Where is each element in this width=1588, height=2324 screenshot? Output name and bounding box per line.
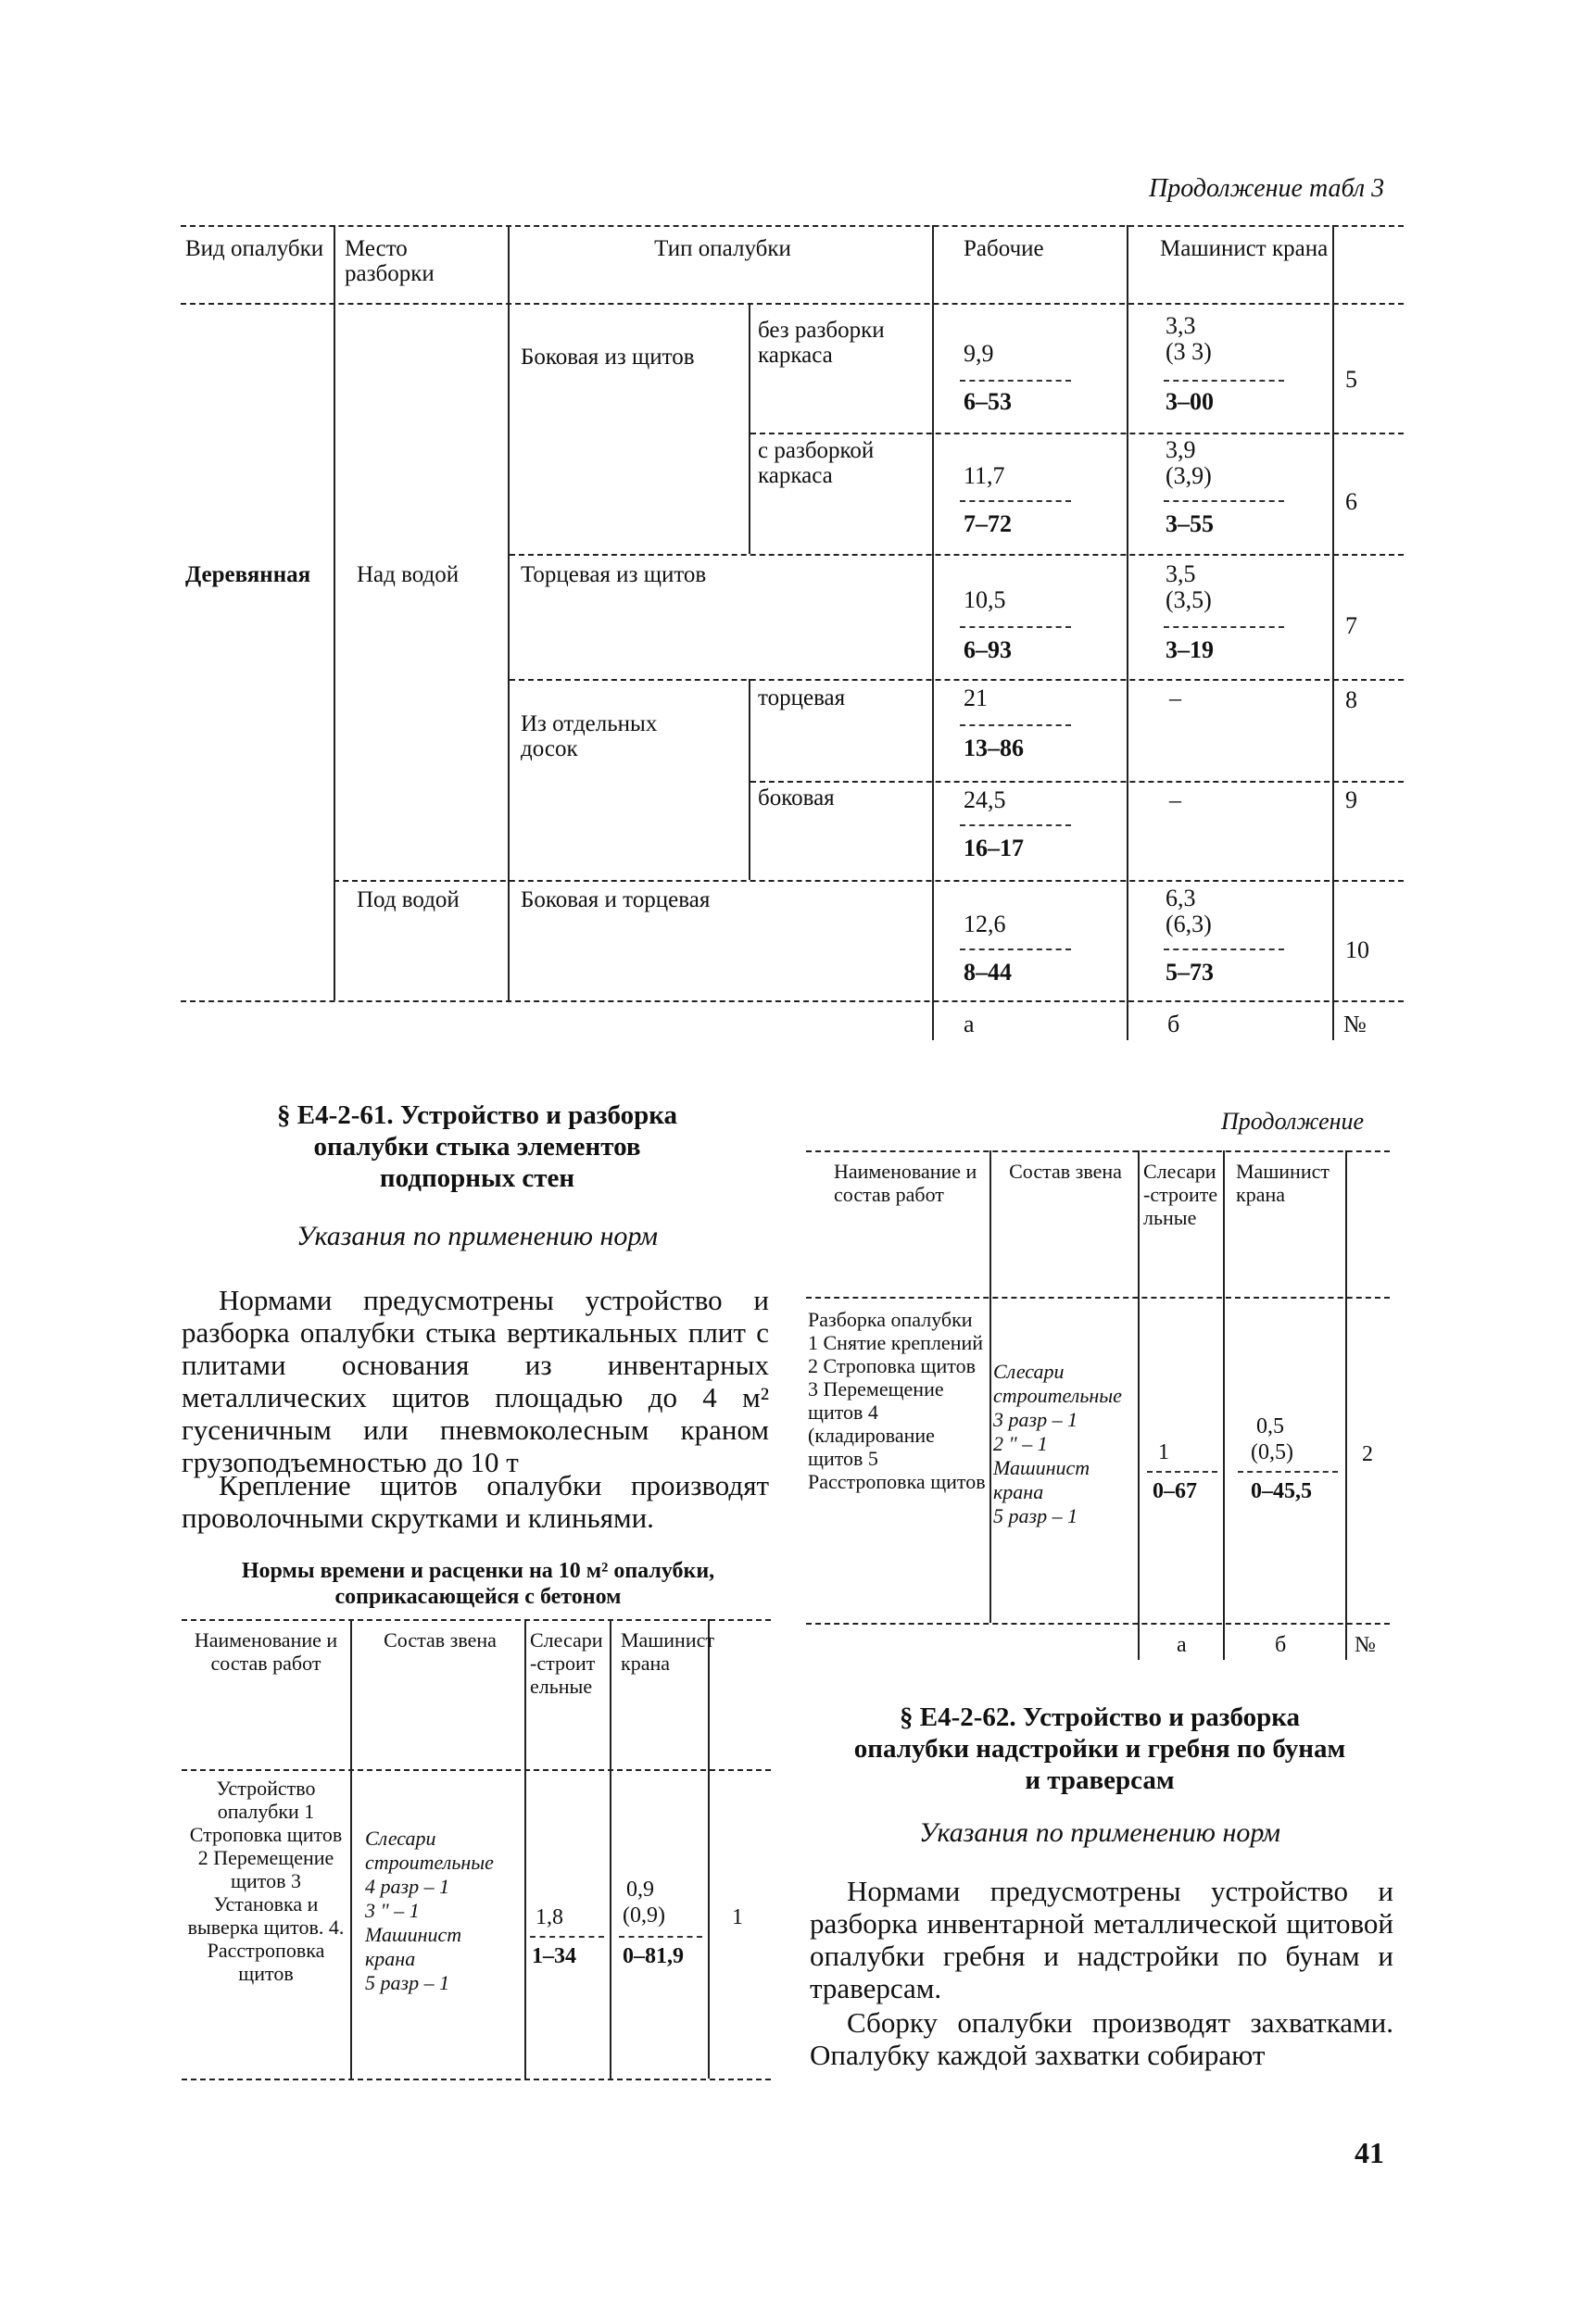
left-crew-line3: 4 разр – 1 xyxy=(365,1875,450,1898)
section61-title-line1: § Е4-2-61. Устройство и разборка xyxy=(277,1100,677,1130)
r10-crane-top: 6,3 xyxy=(1166,885,1196,911)
r6-crane-mid: (3,9) xyxy=(1166,462,1212,489)
left-header-name: Наименование и состав работ xyxy=(194,1628,338,1675)
label-with-frame: с разборкой каркаса xyxy=(758,438,875,488)
r5-number: 5 xyxy=(1345,366,1357,393)
label-end: торцевая xyxy=(758,685,846,710)
right-header-crane: Машинист крана xyxy=(1236,1160,1330,1206)
section62-title-line2: опалубки надстройки и гребня по бунам xyxy=(853,1734,1346,1764)
right-number: 2 xyxy=(1362,1442,1373,1466)
left-crane-bot: 0–81,9 xyxy=(623,1944,684,1968)
right-crane-mid: (0,5) xyxy=(1251,1440,1293,1464)
r5-crane-mid: (3 3) xyxy=(1166,338,1212,365)
top-footer-n: № xyxy=(1343,1011,1367,1037)
right-crew-line6: крана xyxy=(993,1480,1044,1503)
section62-para2: Сборку опалубки производят захватками. Опалубку каждой захватки собирают xyxy=(810,2006,1393,2071)
right-fitters-bot: 0–67 xyxy=(1153,1479,1197,1503)
r5-worker-top: 9,9 xyxy=(964,340,994,367)
r7-crane-mid: (3,5) xyxy=(1166,586,1212,613)
left-crew-line4: 3 " – 1 xyxy=(365,1899,420,1922)
r9-crane-dash: – xyxy=(1169,786,1181,813)
left-crane-top: 0,9 xyxy=(626,1878,654,1902)
right-crane-top: 0,5 xyxy=(1256,1414,1284,1438)
section61-title-line2: опалубки стыка элементов xyxy=(313,1132,641,1162)
r7-crane-bot: 3–19 xyxy=(1166,636,1214,663)
left-header-fitters: Слесари-строительные xyxy=(530,1628,603,1698)
continuation-caption: Продолжение табл 3 xyxy=(1149,174,1385,203)
right-crane-bot: 0–45,5 xyxy=(1251,1479,1312,1503)
r10-worker-top: 12,6 xyxy=(964,911,1006,937)
right-footer-n: № xyxy=(1355,1633,1376,1657)
right-header-crew: Состав звена xyxy=(1009,1160,1122,1183)
right-fitters-top: 1 xyxy=(1158,1440,1169,1464)
left-crew-line6: крана xyxy=(365,1947,416,1970)
header-type: Тип опалубки xyxy=(654,236,791,261)
left-fitters-bot: 1–34 xyxy=(532,1944,576,1968)
r5-crane-bot: 3–00 xyxy=(1166,388,1214,415)
right-crew-line7: 5 разр – 1 xyxy=(993,1504,1078,1527)
r7-worker-top: 10,5 xyxy=(964,586,1006,613)
label-wooden: Деревянная xyxy=(185,562,311,587)
right-footer-b: б xyxy=(1275,1633,1287,1657)
left-crew-line2: строительные xyxy=(365,1851,494,1874)
top-footer-b: б xyxy=(1167,1011,1180,1037)
label-boards: Из отдельных досок xyxy=(521,711,658,761)
r6-worker-top: 11,7 xyxy=(964,462,1005,489)
r8-crane-dash: – xyxy=(1169,685,1181,711)
left-number: 1 xyxy=(732,1905,743,1929)
label-under-water: Под водой xyxy=(357,887,460,912)
r8-number: 8 xyxy=(1345,686,1357,713)
right-header-fitters: Слесари-строительные xyxy=(1143,1160,1218,1229)
header-crane: Машинист крана xyxy=(1160,236,1329,261)
section61-title-line3: подпорных стен xyxy=(379,1163,575,1193)
r7-crane-top: 3,5 xyxy=(1166,560,1196,587)
norms-caption-line1: Нормы времени и расценки на 10 м² опалубки, xyxy=(241,1559,715,1583)
header-kind: Вид опалубки xyxy=(185,236,324,261)
header-place: Место разборки xyxy=(345,236,435,286)
section62-title-line3: и траверсам xyxy=(1025,1765,1175,1795)
section61-para1: Нормами предусмотрены устройство и разборка опалубки стыка вертикальных плит с плитами основания из инвентарных металлических щитов площадью до 4 м² гусеничным или пневмоколесным краном грузоподъемностью до 10 т xyxy=(182,1284,769,1478)
r6-crane-top: 3,9 xyxy=(1166,436,1196,463)
left-header-crane: Машинист крана xyxy=(621,1628,714,1675)
right-crew-line1: Слесари xyxy=(993,1360,1065,1383)
right-crew-line3: 3 разр – 1 xyxy=(993,1408,1078,1431)
r9-number: 9 xyxy=(1345,786,1357,813)
r6-number: 6 xyxy=(1345,488,1357,515)
section61-subtitle: Указания по применению норм xyxy=(296,1221,658,1251)
right-footer-a: а xyxy=(1177,1633,1187,1657)
right-work-description: Разборка опалубки 1 Снятие креплений 2 Строповка щитов 3 Перемещение щитов 4 (кладирование щитов 5 Расстроповка щитов xyxy=(808,1308,986,1493)
r6-crane-bot: 3–55 xyxy=(1166,510,1214,537)
label-end-panels: Торцевая из щитов xyxy=(521,562,707,587)
r7-number: 7 xyxy=(1345,612,1357,639)
left-crane-mid: (0,9) xyxy=(623,1903,665,1928)
r10-crane-mid: (6,3) xyxy=(1166,911,1212,937)
label-side-panels: Боковая из щитов xyxy=(521,345,695,370)
left-header-crew: Состав звена xyxy=(384,1628,497,1652)
top-footer-a: а xyxy=(964,1011,975,1037)
label-side: боковая xyxy=(758,785,835,810)
left-crew-line5: Машинист xyxy=(365,1923,462,1946)
label-side-end: Боковая и торцевая xyxy=(521,887,711,912)
right-crew-line5: Машинист xyxy=(993,1456,1090,1479)
r9-worker-top: 24,5 xyxy=(964,786,1006,813)
r7-worker-bot: 6–93 xyxy=(964,636,1012,663)
right-crew-line4: 2 " – 1 xyxy=(993,1432,1048,1455)
right-header-name: Наименование и состав работ xyxy=(834,1160,977,1206)
r10-number: 10 xyxy=(1345,936,1369,963)
left-crew-line7: 5 разр – 1 xyxy=(365,1971,450,1994)
r6-worker-bot: 7–72 xyxy=(964,510,1012,537)
section62-title-line1: § Е4-2-62. Устройство и разборка xyxy=(900,1702,1300,1732)
label-no-frame: без разборки каркаса xyxy=(758,318,885,368)
section62-para1: Нормами предусмотрены устройство и разборка инвентарной металлической щитовой опалубки гребня и надстройки по бунам и траверсам. xyxy=(810,1875,1393,2004)
left-crew-line1: Слесари xyxy=(365,1827,436,1850)
right-crew-line2: строительные xyxy=(993,1384,1122,1407)
header-worker: Рабочие xyxy=(964,236,1044,261)
r9-worker-bot: 16–17 xyxy=(964,835,1024,861)
page-number: 41 xyxy=(1355,2136,1384,2169)
r5-worker-bot: 6–53 xyxy=(964,388,1012,415)
section62-subtitle: Указания по применению норм xyxy=(919,1817,1280,1848)
r5-crane-top: 3,3 xyxy=(1166,312,1196,339)
r8-worker-bot: 13–86 xyxy=(964,735,1024,761)
r10-crane-bot: 5–73 xyxy=(1166,959,1214,986)
section61-para2: Крепление щитов опалубки производят проволочными скрутками и клиньями. xyxy=(182,1469,769,1534)
left-work-description: Устройство опалубки 1 Строповка щитов 2 Перемещение щитов 3 Установка и выверка щитов. 4. Расстроповка щитов xyxy=(187,1777,345,1985)
left-fitters-top: 1,8 xyxy=(536,1905,563,1929)
continuation-label: Продолжение xyxy=(1221,1108,1365,1135)
r10-worker-bot: 8–44 xyxy=(964,959,1012,986)
r8-worker-top: 21 xyxy=(964,685,988,711)
label-above-water: Над водой xyxy=(357,562,460,587)
norms-caption-line2: соприкасающейся с бетоном xyxy=(334,1585,622,1609)
